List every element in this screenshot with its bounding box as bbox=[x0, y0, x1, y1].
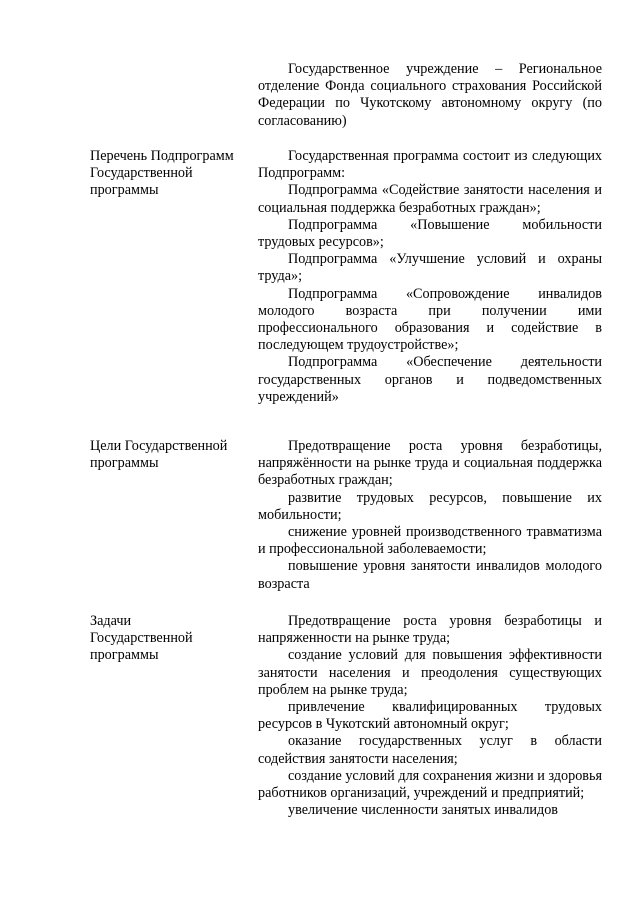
subprograms-paragraph: Подпрограмма «Повышение мобильности трудовых ресурсов»; bbox=[258, 216, 602, 251]
tasks-label: Задачи Государственной программы bbox=[90, 613, 193, 664]
tasks-paragraph: создание условий для повышения эффективности занятости населения и преодоления существующих проблем на рынке труда; bbox=[258, 647, 602, 698]
subprograms-label: Перечень Подпрограмм Государственной программы bbox=[90, 148, 234, 199]
goals-paragraph: развитие трудовых ресурсов, повышение их мобильности; bbox=[258, 489, 602, 523]
subprograms-paragraph: Подпрограмма «Улучшение условий и охраны труда»; bbox=[258, 251, 602, 285]
tasks-paragraph: Предотвращение роста уровня безработицы и напряженности на рынке труда; bbox=[258, 613, 602, 647]
subprograms-paragraph: Подпрограмма «Сопровождение инвалидов молодого возраста при получении ими профессионального образования и содействие в последующем трудоустройстве»; bbox=[258, 285, 602, 354]
intro-paragraph: Государственное учреждение – Региональное отделение Фонда социального страхования Российской Федерации по Чукотскому автономному округу (по согласованию) bbox=[258, 61, 602, 129]
subprograms-paragraph: Государственная программа состоит из следующих Подпрограмм: bbox=[258, 148, 602, 182]
goals-paragraph: Предотвращение роста уровня безработицы, напряжённости на рынке труда и социальная поддержка безработных граждан; bbox=[258, 438, 602, 489]
tasks-paragraph: привлечение квалифицированных трудовых ресурсов в Чукотский автономный округ; bbox=[258, 699, 602, 733]
intro-content bbox=[258, 61, 602, 130]
subprograms-content bbox=[258, 148, 602, 406]
goals-paragraph: снижение уровней производственного травматизма и профессиональной заболеваемости; bbox=[258, 524, 602, 558]
tasks-paragraph: создание условий для сохранения жизни и здоровья работников организаций, учреждений и предприятий; bbox=[258, 767, 602, 802]
tasks-paragraph: оказание государственных услуг в области содействия занятости населения; bbox=[258, 733, 602, 767]
goals-label: Цели Государственной программы bbox=[90, 438, 228, 472]
tasks-paragraph: увеличение численности занятых инвалидов bbox=[288, 802, 559, 819]
subprograms-paragraph: Подпрограмма «Обеспечение деятельности государственных органов и подведомственных учреждений» bbox=[258, 354, 602, 405]
goals-content bbox=[258, 438, 602, 593]
subprograms-paragraph: Подпрограмма «Содействие занятости населения и социальная поддержка безработных граждан»; bbox=[258, 182, 602, 216]
goals-paragraph: повышение уровня занятости инвалидов молодого возраста bbox=[258, 558, 602, 592]
tasks-content bbox=[258, 613, 602, 819]
